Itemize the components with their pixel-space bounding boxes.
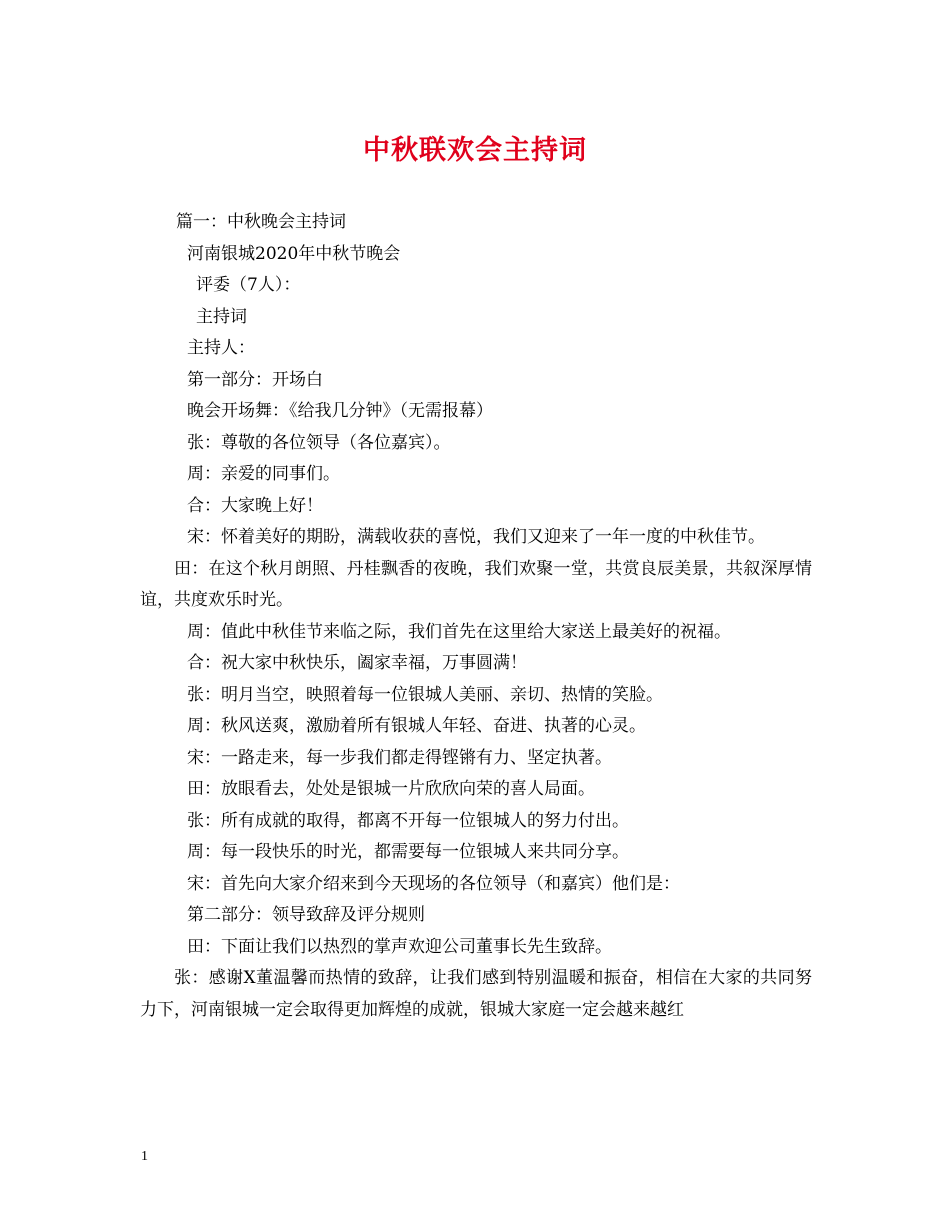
text-line: 张：所有成就的取得，都离不开每一位银城人的努力付出。: [187, 810, 629, 831]
text-line: 河南银城2020年中秋节晚会: [187, 243, 401, 264]
text-line: 周：每一段快乐的时光，都需要每一位银城人来共同分享。: [187, 842, 629, 862]
text-line: 宋：首先向大家介绍来到今天现场的各位领导（和嘉宾）他们是：: [187, 873, 680, 894]
text-line: 张：明月当空，映照着每一位银城人美丽、亲切、热情的笑脸。: [187, 684, 663, 705]
text-paragraph: 田：在这个秋月朗照、丹桂飘香的夜晚，我们欢聚一堂，共赏良辰美景，共叙深厚情谊，共度欢乐时光。: [140, 558, 812, 610]
text-line: 篇一：中秋晚会主持词: [176, 212, 346, 232]
document-body: [140, 207, 812, 1026]
text-paragraph: 张：感谢X董温馨而热情的致辞，让我们感到特别温暖和振奋，相信在大家的共同努力下，河南银城一定会取得更加辉煌的成就，银城大家庭一定会越来越红: [140, 968, 812, 1020]
text-line: 田：放眼看去，处处是银城一片欣欣向荣的喜人局面。: [187, 779, 595, 799]
page-number: 1: [141, 1149, 148, 1164]
text-line: 第一部分：开场白: [187, 369, 323, 390]
page-title: 中秋联欢会主持词: [363, 135, 587, 166]
text-line: 周：值此中秋佳节来临之际，我们首先在这里给大家送上最美好的祝福。: [187, 621, 731, 642]
text-line: 合：大家晚上好！: [187, 495, 323, 516]
text-line: 主持人：: [187, 338, 255, 358]
text-line: 周：秋风送爽，激励着所有银城人年轻、奋进、执著的心灵。: [187, 716, 646, 736]
text-line: 评委（7人）：: [196, 275, 301, 295]
text-line: 晚会开场舞：《给我几分钟》（无需报幕）: [187, 401, 493, 421]
text-line: 宋：一路走来，每一步我们都走得铿锵有力、坚定执著。: [187, 747, 612, 768]
text-line: 张：尊敬的各位领导（各位嘉宾）。: [187, 432, 451, 453]
text-line: 主持词: [196, 306, 247, 327]
text-line: 宋：怀着美好的期盼，满载收获的喜悦，我们又迎来了一年一度的中秋佳节。: [187, 527, 765, 547]
text-line: 合：祝大家中秋快乐，阖家幸福，万事圆满！: [187, 653, 527, 673]
text-line: 第二部分：领导致辞及评分规则: [187, 905, 425, 925]
text-line: 田：下面让我们以热烈的掌声欢迎公司董事长先生致辞。: [187, 936, 612, 957]
text-line: 周：亲爱的同事们。: [187, 464, 340, 484]
